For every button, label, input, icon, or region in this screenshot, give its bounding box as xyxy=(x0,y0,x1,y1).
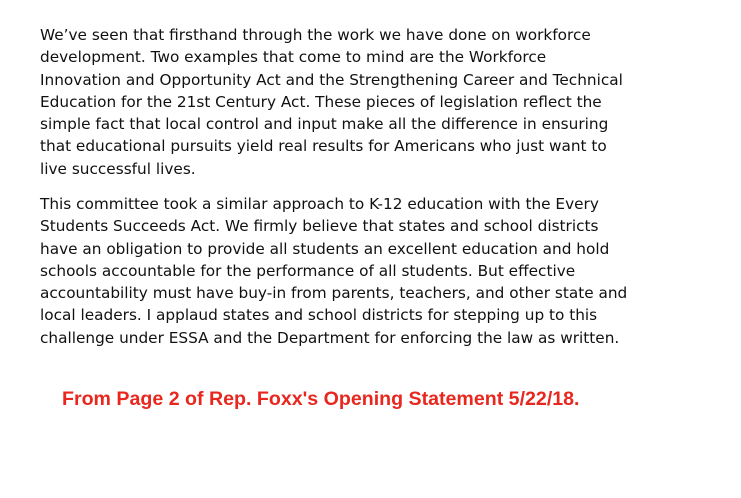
text-line: have an obligation to provide all students an excellent education and hold xyxy=(40,239,610,258)
text-line: local leaders. I applaud states and school districts for stepping up to this xyxy=(40,306,598,325)
text-line: schools accountable for the performance of all students. But effective xyxy=(40,261,576,280)
text-line: This committee took a similar approach to K-12 education with the Every xyxy=(40,195,599,213)
paragraph-workforce-development xyxy=(40,24,623,180)
text-line: We’ve seen that firsthand through the work we have done on workforce xyxy=(40,26,591,44)
text-line: Students Succeeds Act. We firmly believe that states and school districts xyxy=(40,217,599,236)
source-caption: From Page 2 of Rep. Foxx's Opening Statement 5/22/18. xyxy=(62,388,580,410)
text-line: Innovation and Opportunity Act and the Strengthening Career and Technical xyxy=(40,70,623,89)
text-line: Education for the 21st Century Act. These pieces of legislation reflect the xyxy=(40,92,602,111)
text-line: accountability must have buy-in from parents, teachers, and other state and xyxy=(40,284,628,303)
text-line: development. Two examples that come to mind are the Workforce xyxy=(40,48,547,67)
paragraph-essa xyxy=(40,193,627,349)
text-line: simple fact that local control and input make all the difference in ensuring xyxy=(40,115,609,134)
text-line: that educational pursuits yield real results for Americans who just want to xyxy=(40,137,607,156)
text-line: live successful lives. xyxy=(40,159,196,178)
text-line: challenge under ESSA and the Department for enforcing the law as written. xyxy=(40,328,620,347)
